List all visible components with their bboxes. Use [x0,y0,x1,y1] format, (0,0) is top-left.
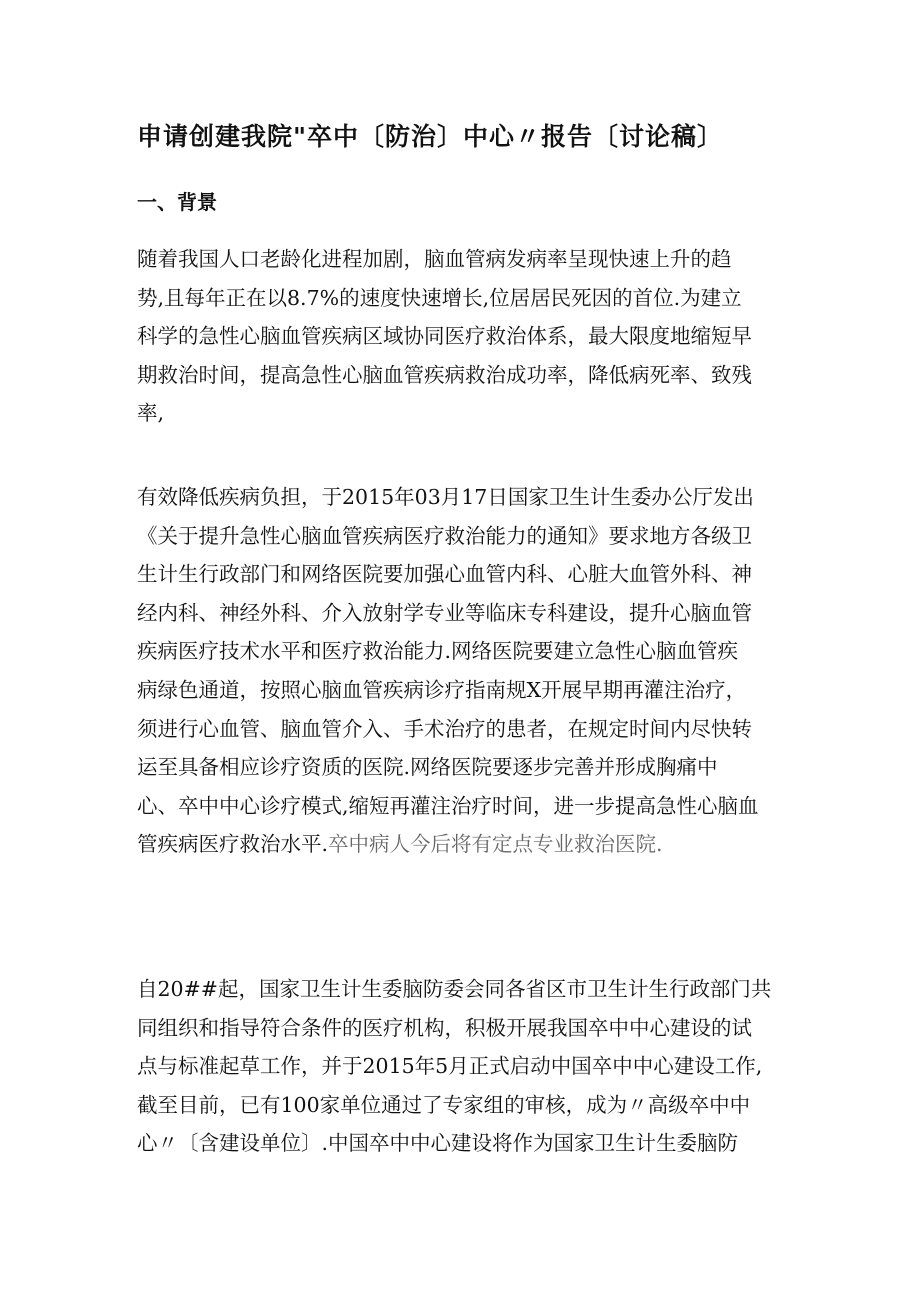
text-line: 截至目前，已有100家单位通过了专家组的审核，成为〃高级卒中中 [137,1092,751,1117]
text-line: 经内科、神经外科、介入放射学专业等临床专科建设，提升心脑血管 [137,600,752,625]
section-heading-background: 一、背景 [137,190,217,214]
document-title: 申请创建我院"卒中〔防治〕中心〃报告〔讨论稿〕 [137,122,724,151]
text-line: 势,且每年正在以8.7%的速度快速增长,位居居民死因的首位.为建立 [137,285,742,310]
paragraph-2 [137,478,797,864]
text-line: 运至具备相应诊疗资质的医院.网络医院要逐步完善并形成胸痛中 [137,755,718,780]
text-segment-faded: 卒中病人今后将有定点专业救治医院. [328,832,663,857]
text-line: 心、卒中中心诊疗模式,缩短再灌注治疗时间，进一步提高急性心脑血 [137,793,759,818]
paragraph-1 [137,240,797,433]
text-line: 生计生行政部门和网络医院要加强心血管内科、心脏大血管外科、神 [137,562,752,587]
paragraph-3 [137,970,797,1163]
text-line: 疾病医疗技术水平和医疗救治能力.网络医院要建立急性心脑血管疾 [137,639,739,664]
text-line: 同组织和指导符合条件的医疗机构，积极开展我国卒中中心建设的试 [137,1015,752,1040]
text-line: 有效降低疾病负担，于2015年03月17日国家卫生计生委办公厅发出 [137,485,754,509]
text-line: 期救治时间，提高急性心脑血管疾病救治成功率，降低病死率、致残 [137,362,752,387]
text-line: 自20##起，国家卫生计生委脑防委会同各省区市卫生计生行政部门共 [137,977,772,1001]
text-line: 《关于提升急性心脑血管疾病医疗救治能力的通知》要求地方各级卫 [137,523,752,548]
text-line: 率, [137,401,165,426]
text-line: 心〃〔含建设单位〕.中国卒中中心建设将作为国家卫生计生委脑防 [137,1131,739,1156]
text-line: 科学的急性心脑血管疾病区域协同医疗救治体系，最大限度地缩短早 [137,324,752,349]
text-line: 须进行心血管、脑血管介入、手术治疗的患者，在规定时间内尽快转 [137,716,752,741]
text-segment: 管疾病医疗救治水平. [137,832,329,857]
text-line: 病绿色通道，按照心脑血管疾病诊疗指南规X开展早期再灌注治疗， [137,677,747,702]
text-line: 点与标准起草工作，并于2015年5月正式启动中国卒中中心建设工作, [137,1054,763,1079]
text-line-last [137,825,797,864]
text-line: 随着我国人口老龄化进程加剧，脑血管病发病率呈现快速上升的趋 [137,247,732,271]
